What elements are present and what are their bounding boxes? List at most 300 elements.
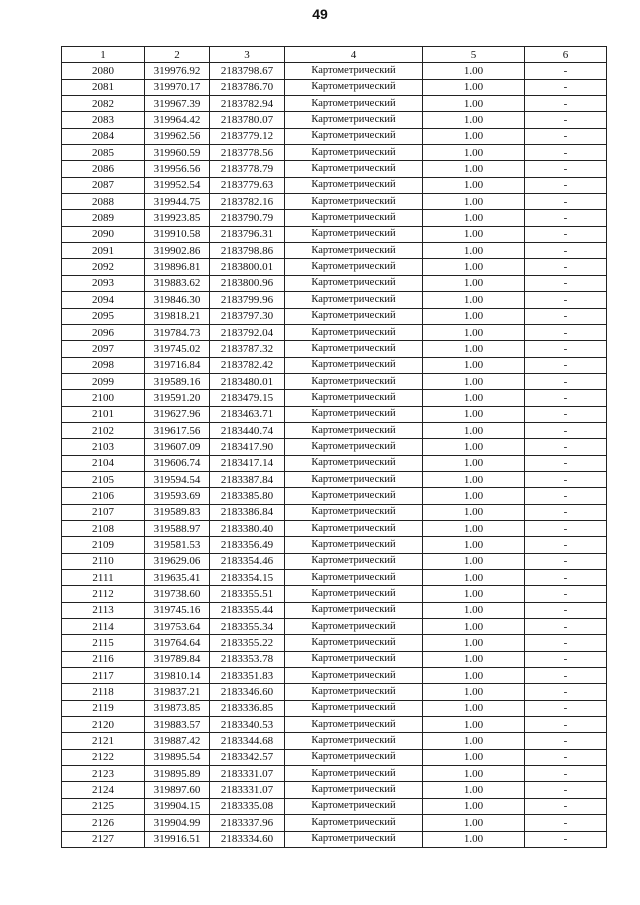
cell-y: 2183386.84 [210,504,285,520]
cell-x: 319818.21 [145,308,210,324]
table-row [62,553,607,569]
cell-point-number: 2093 [62,275,145,291]
cell-point-number: 2105 [62,471,145,487]
cell-y: 2183792.04 [210,324,285,340]
cell-method: Картометрический [285,520,423,536]
table-row [62,373,607,389]
cell-accuracy: 1.00 [423,520,525,536]
cell-point-number: 2103 [62,439,145,455]
cell-point-number: 2110 [62,553,145,569]
cell-accuracy: 1.00 [423,700,525,716]
cell-description: - [525,504,607,520]
cell-accuracy: 1.00 [423,373,525,389]
cell-y: 2183354.15 [210,570,285,586]
cell-point-number: 2109 [62,537,145,553]
cell-accuracy: 1.00 [423,798,525,814]
cell-description: - [525,112,607,128]
cell-description: - [525,831,607,847]
cell-method: Картометрический [285,651,423,667]
table-row [62,766,607,782]
cell-accuracy: 1.00 [423,161,525,177]
table-row [62,520,607,536]
cell-method: Картометрический [285,602,423,618]
table-row [62,128,607,144]
cell-accuracy: 1.00 [423,308,525,324]
table-row [62,782,607,798]
table-row [62,161,607,177]
cell-y: 2183340.53 [210,717,285,733]
cell-accuracy: 1.00 [423,259,525,275]
table-row [62,602,607,618]
cell-accuracy: 1.00 [423,96,525,112]
cell-method: Картометрический [285,488,423,504]
cell-description: - [525,553,607,569]
cell-accuracy: 1.00 [423,324,525,340]
cell-y: 2183385.80 [210,488,285,504]
cell-description: - [525,717,607,733]
table-row [62,292,607,308]
cell-accuracy: 1.00 [423,831,525,847]
table-row [62,798,607,814]
cell-accuracy: 1.00 [423,619,525,635]
cell-accuracy: 1.00 [423,194,525,210]
cell-x: 319764.64 [145,635,210,651]
cell-y: 2183800.01 [210,259,285,275]
table-row [62,422,607,438]
cell-x: 319629.06 [145,553,210,569]
cell-x: 319895.89 [145,766,210,782]
cell-method: Картометрический [285,439,423,455]
cell-point-number: 2097 [62,341,145,357]
cell-x: 319883.57 [145,717,210,733]
cell-description: - [525,586,607,602]
cell-accuracy: 1.00 [423,586,525,602]
table-row [62,63,607,79]
table-row [62,145,607,161]
cell-method: Картометрический [285,504,423,520]
header-cell-method: 4 [285,47,423,63]
cell-accuracy: 1.00 [423,488,525,504]
cell-method: Картометрический [285,684,423,700]
cell-method: Картометрический [285,782,423,798]
cell-accuracy: 1.00 [423,406,525,422]
cell-point-number: 2122 [62,749,145,765]
cell-description: - [525,570,607,586]
cell-y: 2183787.32 [210,341,285,357]
cell-y: 2183351.83 [210,668,285,684]
cell-method: Картометрический [285,766,423,782]
cell-accuracy: 1.00 [423,292,525,308]
table-row [62,733,607,749]
cell-description: - [525,373,607,389]
cell-description: - [525,96,607,112]
cell-x: 319606.74 [145,455,210,471]
cell-method: Картометрический [285,275,423,291]
cell-y: 2183798.86 [210,243,285,259]
cell-y: 2183336.85 [210,700,285,716]
cell-x: 319923.85 [145,210,210,226]
table-row [62,341,607,357]
header-cell-accuracy: 5 [423,47,525,63]
cell-accuracy: 1.00 [423,504,525,520]
cell-point-number: 2100 [62,390,145,406]
cell-x: 319784.73 [145,324,210,340]
cell-x: 319753.64 [145,619,210,635]
cell-x: 319593.69 [145,488,210,504]
cell-y: 2183782.94 [210,96,285,112]
cell-point-number: 2090 [62,226,145,242]
cell-x: 319627.96 [145,406,210,422]
table-row [62,488,607,504]
table-row [62,406,607,422]
cell-point-number: 2119 [62,700,145,716]
table-row [62,390,607,406]
cell-method: Картометрический [285,749,423,765]
cell-description: - [525,422,607,438]
cell-x: 319591.20 [145,390,210,406]
cell-y: 2183798.67 [210,63,285,79]
cell-method: Картометрический [285,455,423,471]
cell-point-number: 2098 [62,357,145,373]
cell-description: - [525,635,607,651]
cell-point-number: 2083 [62,112,145,128]
cell-method: Картометрический [285,96,423,112]
cell-point-number: 2087 [62,177,145,193]
cell-description: - [525,357,607,373]
cell-accuracy: 1.00 [423,112,525,128]
table-row [62,717,607,733]
cell-description: - [525,619,607,635]
cell-y: 2183331.07 [210,782,285,798]
cell-y: 2183780.07 [210,112,285,128]
cell-description: - [525,341,607,357]
cell-method: Картометрический [285,635,423,651]
cell-x: 319716.84 [145,357,210,373]
cell-point-number: 2113 [62,602,145,618]
cell-method: Картометрический [285,373,423,389]
cell-y: 2183799.96 [210,292,285,308]
cell-y: 2183797.30 [210,308,285,324]
cell-x: 319952.54 [145,177,210,193]
cell-description: - [525,259,607,275]
cell-x: 319887.42 [145,733,210,749]
cell-x: 319588.97 [145,520,210,536]
cell-accuracy: 1.00 [423,128,525,144]
cell-accuracy: 1.00 [423,357,525,373]
cell-y: 2183417.90 [210,439,285,455]
cell-x: 319607.09 [145,439,210,455]
cell-method: Картометрический [285,406,423,422]
cell-method: Картометрический [285,553,423,569]
table-row [62,749,607,765]
cell-description: - [525,488,607,504]
table-row [62,586,607,602]
cell-method: Картометрический [285,210,423,226]
cell-x: 319617.56 [145,422,210,438]
cell-x: 319635.41 [145,570,210,586]
cell-point-number: 2111 [62,570,145,586]
cell-x: 319904.99 [145,815,210,831]
cell-point-number: 2091 [62,243,145,259]
cell-method: Картометрический [285,177,423,193]
cell-x: 319883.62 [145,275,210,291]
cell-y: 2183355.22 [210,635,285,651]
cell-description: - [525,308,607,324]
cell-x: 319962.56 [145,128,210,144]
cell-description: - [525,782,607,798]
cell-y: 2183355.51 [210,586,285,602]
cell-x: 319873.85 [145,700,210,716]
cell-method: Картометрический [285,292,423,308]
cell-accuracy: 1.00 [423,733,525,749]
table-row [62,96,607,112]
cell-accuracy: 1.00 [423,226,525,242]
cell-method: Картометрический [285,341,423,357]
cell-point-number: 2094 [62,292,145,308]
cell-method: Картометрический [285,226,423,242]
cell-accuracy: 1.00 [423,275,525,291]
cell-method: Картометрический [285,700,423,716]
cell-x: 319594.54 [145,471,210,487]
cell-method: Картометрический [285,79,423,95]
cell-point-number: 2089 [62,210,145,226]
table-row [62,79,607,95]
cell-x: 319944.75 [145,194,210,210]
table-row [62,471,607,487]
cell-method: Картометрический [285,831,423,847]
table-header [62,47,607,63]
cell-method: Картометрический [285,619,423,635]
cell-x: 319976.92 [145,63,210,79]
cell-x: 319910.58 [145,226,210,242]
cell-description: - [525,651,607,667]
cell-description: - [525,177,607,193]
cell-point-number: 2092 [62,259,145,275]
cell-method: Картометрический [285,733,423,749]
cell-point-number: 2086 [62,161,145,177]
cell-x: 319589.83 [145,504,210,520]
cell-point-number: 2107 [62,504,145,520]
cell-point-number: 2108 [62,520,145,536]
cell-y: 2183353.78 [210,651,285,667]
header-cell-y: 3 [210,47,285,63]
cell-accuracy: 1.00 [423,79,525,95]
cell-x: 319902.86 [145,243,210,259]
cell-y: 2183786.70 [210,79,285,95]
cell-method: Картометрический [285,145,423,161]
cell-description: - [525,602,607,618]
coordinates-table [61,46,607,848]
cell-point-number: 2102 [62,422,145,438]
cell-description: - [525,815,607,831]
cell-description: - [525,766,607,782]
table-row [62,684,607,700]
cell-x: 319581.53 [145,537,210,553]
cell-point-number: 2104 [62,455,145,471]
cell-point-number: 2118 [62,684,145,700]
cell-description: - [525,439,607,455]
cell-description: - [525,668,607,684]
cell-point-number: 2106 [62,488,145,504]
cell-description: - [525,406,607,422]
table-row [62,668,607,684]
cell-accuracy: 1.00 [423,570,525,586]
cell-method: Картометрический [285,717,423,733]
cell-description: - [525,292,607,308]
cell-y: 2183417.14 [210,455,285,471]
cell-point-number: 2126 [62,815,145,831]
cell-description: - [525,210,607,226]
cell-method: Картометрический [285,798,423,814]
cell-y: 2183355.44 [210,602,285,618]
cell-method: Картометрический [285,259,423,275]
cell-accuracy: 1.00 [423,210,525,226]
cell-y: 2183480.01 [210,373,285,389]
cell-point-number: 2123 [62,766,145,782]
table-row [62,194,607,210]
table-row [62,570,607,586]
header-cell-point-number: 1 [62,47,145,63]
table-row [62,259,607,275]
cell-method: Картометрический [285,471,423,487]
cell-x: 319837.21 [145,684,210,700]
cell-method: Картометрический [285,324,423,340]
cell-x: 319964.42 [145,112,210,128]
cell-point-number: 2120 [62,717,145,733]
table-row [62,324,607,340]
header-cell-x: 2 [145,47,210,63]
cell-accuracy: 1.00 [423,390,525,406]
cell-y: 2183337.96 [210,815,285,831]
cell-point-number: 2082 [62,96,145,112]
cell-x: 319846.30 [145,292,210,308]
cell-accuracy: 1.00 [423,243,525,259]
cell-description: - [525,243,607,259]
cell-description: - [525,537,607,553]
cell-accuracy: 1.00 [423,439,525,455]
cell-point-number: 2085 [62,145,145,161]
cell-x: 319745.16 [145,602,210,618]
table-row [62,357,607,373]
cell-method: Картометрический [285,112,423,128]
cell-y: 2183355.34 [210,619,285,635]
cell-accuracy: 1.00 [423,635,525,651]
cell-x: 319897.60 [145,782,210,798]
cell-y: 2183342.57 [210,749,285,765]
cell-method: Картометрический [285,668,423,684]
cell-y: 2183796.31 [210,226,285,242]
cell-y: 2183479.15 [210,390,285,406]
cell-y: 2183440.74 [210,422,285,438]
cell-accuracy: 1.00 [423,177,525,193]
cell-y: 2183800.96 [210,275,285,291]
cell-method: Картометрический [285,308,423,324]
cell-x: 319745.02 [145,341,210,357]
cell-description: - [525,700,607,716]
cell-point-number: 2099 [62,373,145,389]
cell-description: - [525,194,607,210]
cell-point-number: 2101 [62,406,145,422]
cell-accuracy: 1.00 [423,341,525,357]
cell-point-number: 2116 [62,651,145,667]
cell-point-number: 2121 [62,733,145,749]
cell-y: 2183779.63 [210,177,285,193]
cell-description: - [525,79,607,95]
cell-description: - [525,471,607,487]
cell-x: 319956.56 [145,161,210,177]
cell-method: Картометрический [285,194,423,210]
cell-accuracy: 1.00 [423,63,525,79]
cell-y: 2183782.42 [210,357,285,373]
cell-y: 2183380.40 [210,520,285,536]
cell-point-number: 2114 [62,619,145,635]
cell-accuracy: 1.00 [423,422,525,438]
cell-point-number: 2084 [62,128,145,144]
table-row [62,815,607,831]
table-row [62,651,607,667]
cell-description: - [525,324,607,340]
cell-description: - [525,128,607,144]
cell-description: - [525,145,607,161]
cell-point-number: 2124 [62,782,145,798]
cell-x: 319916.51 [145,831,210,847]
table-row [62,275,607,291]
cell-y: 2183334.60 [210,831,285,847]
cell-x: 319810.14 [145,668,210,684]
cell-method: Картометрический [285,357,423,373]
cell-y: 2183463.71 [210,406,285,422]
table-row [62,112,607,128]
cell-point-number: 2112 [62,586,145,602]
cell-description: - [525,733,607,749]
cell-accuracy: 1.00 [423,668,525,684]
cell-accuracy: 1.00 [423,684,525,700]
cell-description: - [525,390,607,406]
table-row [62,537,607,553]
cell-accuracy: 1.00 [423,815,525,831]
table-body [62,63,607,848]
cell-y: 2183779.12 [210,128,285,144]
cell-x: 319904.15 [145,798,210,814]
table-row [62,700,607,716]
cell-point-number: 2125 [62,798,145,814]
cell-point-number: 2096 [62,324,145,340]
cell-point-number: 2117 [62,668,145,684]
cell-y: 2183778.56 [210,145,285,161]
cell-accuracy: 1.00 [423,602,525,618]
cell-method: Картометрический [285,815,423,831]
cell-accuracy: 1.00 [423,749,525,765]
cell-point-number: 2081 [62,79,145,95]
cell-description: - [525,275,607,291]
cell-method: Картометрический [285,390,423,406]
cell-description: - [525,161,607,177]
cell-x: 319589.16 [145,373,210,389]
cell-x: 319970.17 [145,79,210,95]
cell-accuracy: 1.00 [423,782,525,798]
table-row [62,635,607,651]
header-cell-description: 6 [525,47,607,63]
cell-method: Картометрический [285,63,423,79]
cell-x: 319738.60 [145,586,210,602]
cell-accuracy: 1.00 [423,717,525,733]
cell-x: 319896.81 [145,259,210,275]
cell-accuracy: 1.00 [423,766,525,782]
table-row [62,619,607,635]
cell-accuracy: 1.00 [423,651,525,667]
cell-method: Картометрический [285,586,423,602]
cell-x: 319960.59 [145,145,210,161]
